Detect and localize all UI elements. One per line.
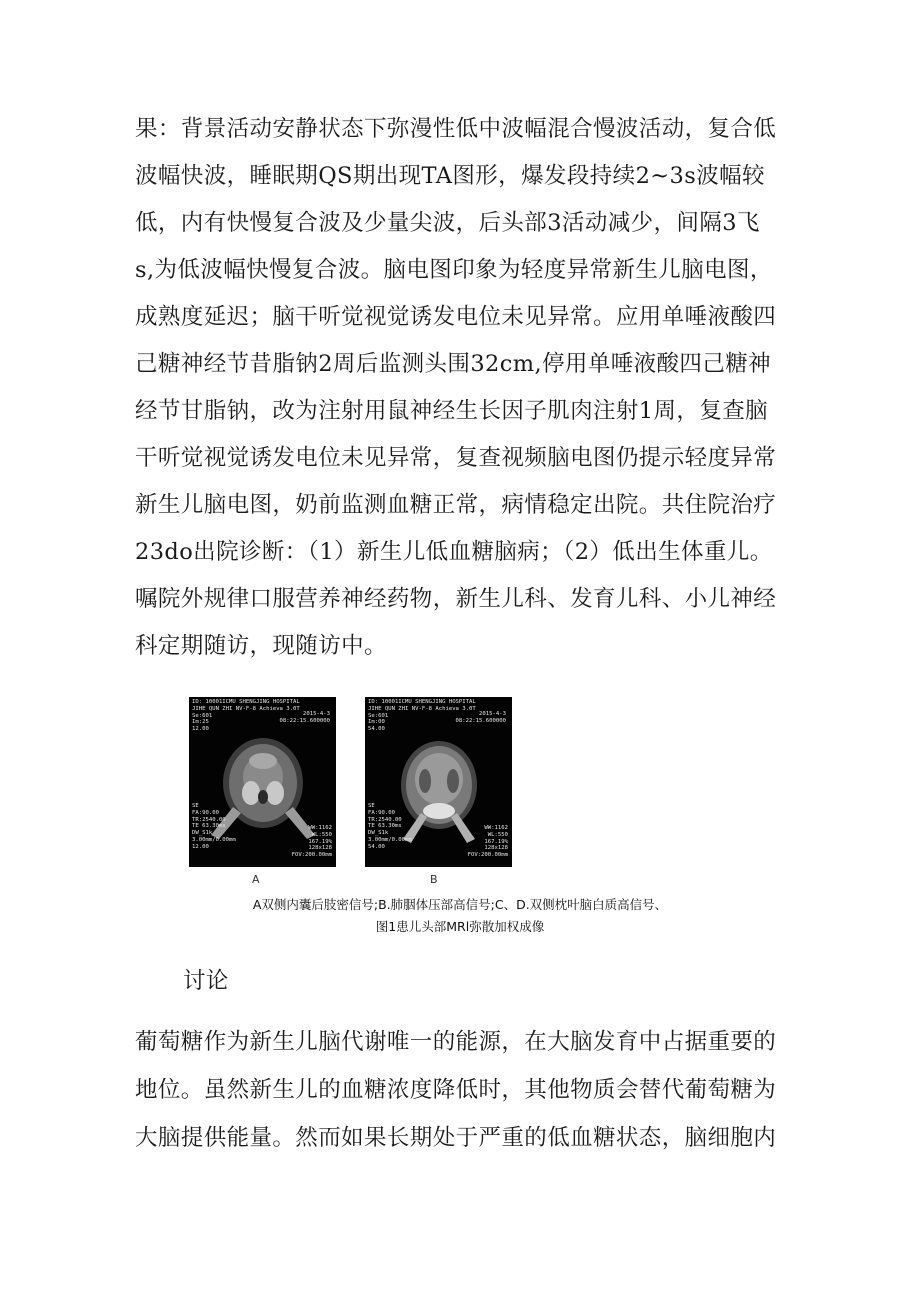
text-line: 科定期随访，现随访中。 bbox=[135, 633, 387, 659]
text-line: 新生儿脑电图，奶前监测血糖正常，病情稳定出院。共住院治疗 bbox=[135, 492, 777, 518]
mri-figure bbox=[0, 697, 920, 937]
mri-a-window-info: WW:1162 WL:550 167.19% 128x128 FOV:200.00mm bbox=[291, 825, 332, 859]
mri-image-a bbox=[189, 697, 336, 867]
figure-caption-detail: A双侧内囊后肢密信号;B.肺胭体压部高信号;C、D.双侧枕叶脑白质高信号、 bbox=[252, 897, 668, 912]
text-line: 23do出院诊断：（1）新生儿低血糖脑病；（2）低出生体重儿。 bbox=[135, 539, 773, 565]
mri-a-sequence-info: SE FA:90.00 TR:2540.00 TE 63.30ms DW_S1k 3.00mm/0.00mm 12.00 bbox=[192, 803, 236, 850]
text-line: 波幅快波，睡眠期QS期出现TA图形，爆发段持续2~3s波幅较 bbox=[135, 163, 765, 189]
mri-b-date-info: 2015-4-3 08:22:15.600000 bbox=[455, 711, 506, 724]
mri-b-header-info: ID: 10001ICMU SHENGJING HOSPITAL JIHE QUN ZHI NV-F-8 Achieva 3.0T Se:601 Im:00 54.00 bbox=[368, 699, 476, 733]
mri-image-b bbox=[365, 697, 512, 867]
text-line: 地位。虽然新生儿的血糖浓度降低时，其他物质会替代葡萄糖为 bbox=[135, 1077, 777, 1103]
section-heading: 讨论 bbox=[183, 968, 229, 994]
text-line: 成熟度延迟；脑干听觉视觉诱发电位未见异常。应用单唾液酸四 bbox=[135, 304, 777, 330]
panel-label-a: A bbox=[252, 873, 260, 886]
text-line: 果：背景活动安静状态下弥漫性低中波幅混合慢波活动，复合低 bbox=[135, 116, 777, 142]
mri-b-window-info: WW:1162 WL:550 167.19% 128x128 FOV:200.00mm bbox=[467, 825, 508, 859]
text-line: 大脑提供能量。然而如果长期处于严重的低血糖状态，脑细胞内 bbox=[135, 1125, 777, 1151]
text-line: 嘱院外规律口服营养神经药物，新生儿科、发育儿科、小儿神经 bbox=[135, 586, 777, 612]
text-line: 葡萄糖作为新生儿脑代谢唯一的能源，在大脑发育中占据重要的 bbox=[135, 1029, 777, 1055]
text-line: 经节甘脂钠，改为注射用鼠神经生长因子肌肉注射1周，复查脑 bbox=[135, 398, 769, 424]
text-line: 己糖神经节昔脂钠2周后监测头围32cm,停用单唾液酸四己糖神 bbox=[135, 351, 772, 377]
mri-b-sequence-info: SE FA:90.00 TR:2540.00 TE 63.30ms DW_S1k 3.00mm/0.00mm 54.00 bbox=[368, 803, 412, 850]
text-line: 低，内有快慢复合波及少量尖波，后头部3活动减少，间隔3飞 bbox=[135, 210, 760, 236]
figure-caption-title: 图1患儿头部MRl弥散加权成像 bbox=[375, 919, 545, 934]
text-line: s,为低波幅快慢复合波。脑电图印象为轻度异常新生儿脑电图， bbox=[135, 257, 773, 283]
panel-label-b: B bbox=[430, 873, 438, 886]
text-line: 干听觉视觉诱发电位未见异常，复查视频脑电图仍提示轻度异常 bbox=[135, 445, 777, 471]
mri-a-header-info: ID: 10001ICMU SHENGJING HOSPITAL JIHE QUN ZHI NV-F-8 Achieva 3.0T Se:601 Im:25 12.00 bbox=[192, 699, 300, 733]
mri-a-date-info: 2015-4-3 08:22:15.600000 bbox=[279, 711, 330, 724]
